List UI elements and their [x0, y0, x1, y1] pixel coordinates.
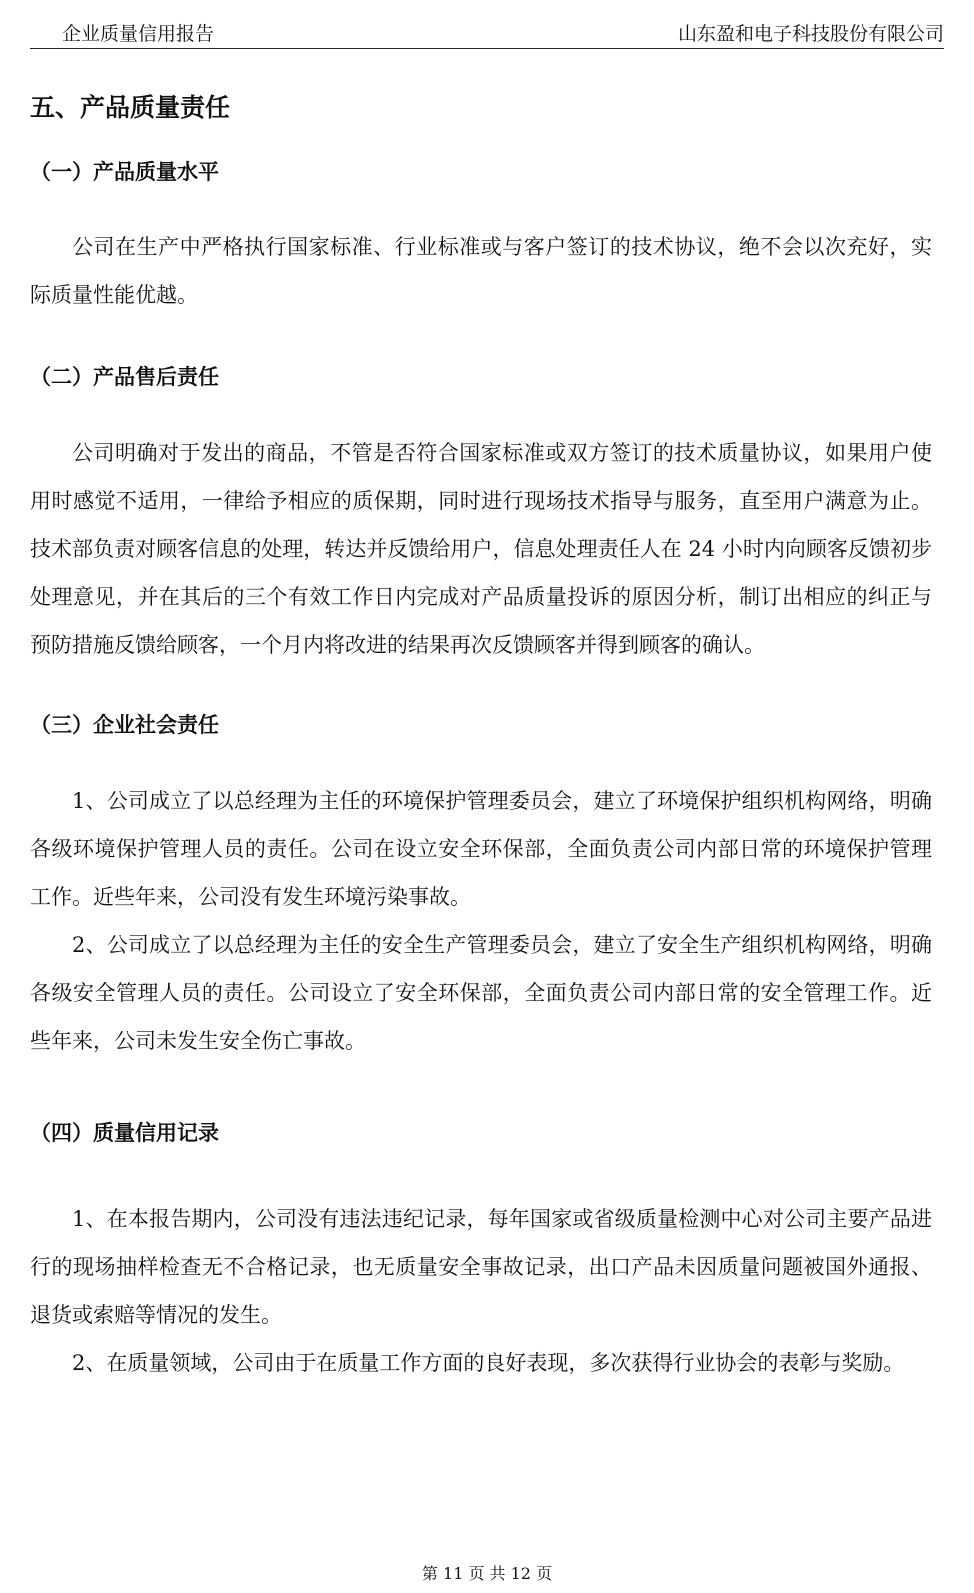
- paragraph: 公司在生产中严格执行国家标准、行业标准或与客户签订的技术协议，绝不会以次充好，实际质量性能优越。: [30, 235, 932, 307]
- page-number: 第 11 页 共 12 页: [421, 1564, 553, 1583]
- header-company-name: 山东盈和电子科技股份有限公司: [677, 23, 944, 45]
- section-title: 五、产品质量责任: [30, 93, 231, 122]
- paragraph: 公司明确对于发出的商品，不管是否符合国家标准或双方签订的技术质量协议，如果用户使用时感觉不适用，一律给予相应的质保期，同时进行现场技术指导与服务，直至用户满意为止。技术部负责对顾客信息的处理，转达并反馈给用户，信息处理责任人在 24 小时内向顾客反馈初步处理意见，并在其后的三个有效工作日内完成对产品质量投诉的原因分析，制订出相应的纠正与预防措施反馈给顾客，一个月内将改进的结果再次反馈顾客并得到顾客的确认。: [30, 441, 932, 657]
- paragraph: 2、公司成立了以总经理为主任的安全生产管理委员会，建立了安全生产组织机构网络，明确各级安全管理人员的责任。公司设立了安全环保部，全面负责公司内部日常的安全管理工作。近些年来，公司未发生安全伤亡事故。: [30, 933, 932, 1053]
- subsection-title-quality-level: （一）产品质量水平: [30, 160, 219, 184]
- header-report-title: 企业质量信用报告: [62, 23, 215, 45]
- page-header: [30, 14, 944, 49]
- paragraph: 1、在本报告期内，公司没有违法违纪记录，每年国家或省级质量检测中心对公司主要产品进行的现场抽样检查无不合格记录，也无质量安全事故记录，出口产品未因质量问题被国外通报、退货或索赔等情况的发生。: [30, 1207, 932, 1327]
- subsection-title-social-responsibility: （三）企业社会责任: [30, 713, 219, 737]
- paragraph: 1、公司成立了以总经理为主任的环境保护管理委员会，建立了环境保护组织机构网络，明确各级环境保护管理人员的责任。公司在设立安全环保部，全面负责公司内部日常的环境保护管理工作。近些年来，公司没有发生环境污染事故。: [30, 789, 932, 909]
- subsection-title-credit-record: （四）质量信用记录: [30, 1121, 219, 1145]
- subsection-title-after-sales: （二）产品售后责任: [30, 365, 219, 389]
- page-content: [30, 80, 932, 1387]
- paragraph: 2、在质量领域，公司由于在质量工作方面的良好表现，多次获得行业协会的表彰与奖励。: [72, 1351, 905, 1375]
